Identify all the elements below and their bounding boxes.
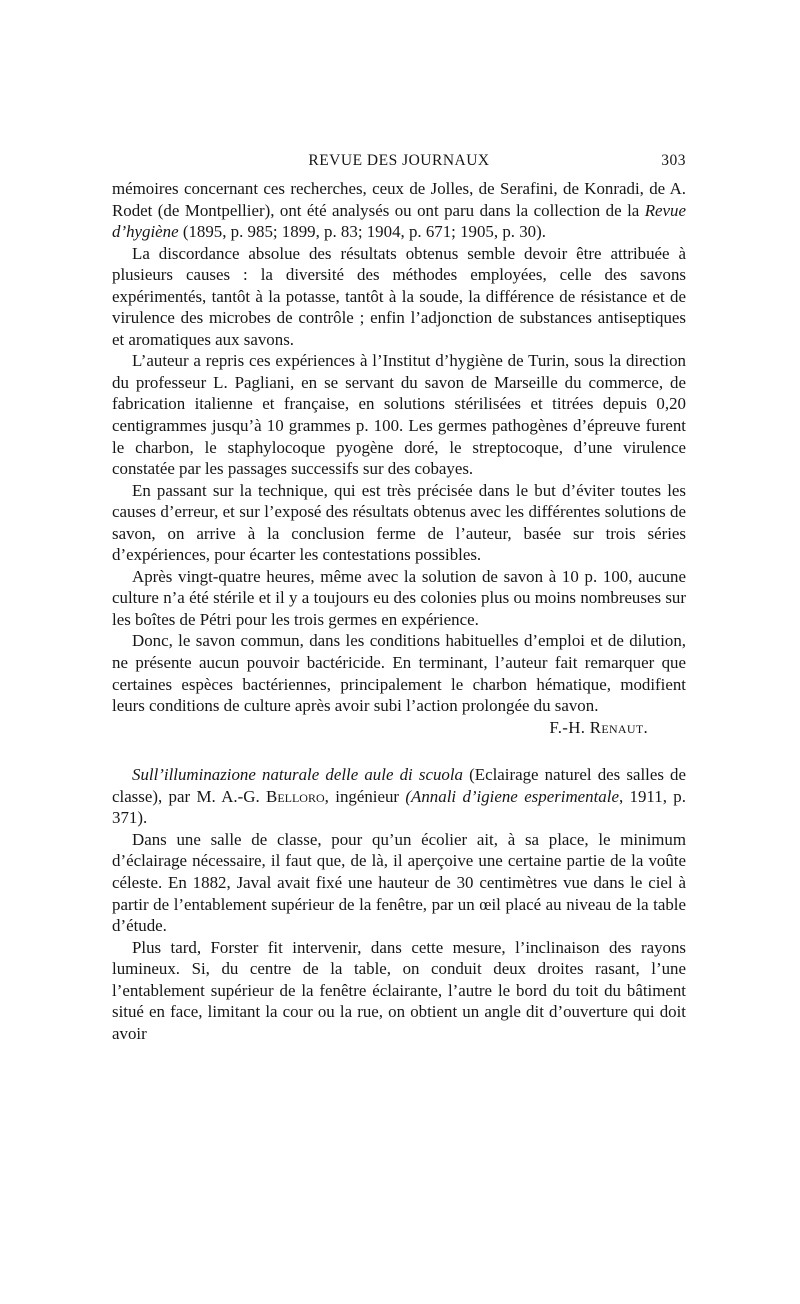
paragraph-1: mémoires concernant ces recherches, ceux de Jolles, de Serafini, de Konradi, de A. Rodet (de Montpellier), ont été analysés ou ont paru dans la collection de la Revue d’hygiène (1895, p. 985; 1899, p. 83; 1904, p. 671; 1905, p. 30). (112, 179, 686, 242)
paragraph-2: La discordance absolue des résultats obtenus semble devoir être attribuée à plusieurs causes : la diversité des méthodes employées, celle des savons expérimentés, tantôt à la potasse, tantôt à la soude, la différence de résistance et de virulence des microbes de contrôle ; enfin l’adjonction de substances antiseptiques et aromatiques aux savons. (112, 243, 686, 349)
page-number: 303 (661, 152, 686, 169)
paragraph-5: Après vingt-quatre heures, même avec la solution de savon à 10 p. 100, aucune culture n’a été stérile et il y a toujours eu des colonies plus ou moins nombreuses sur les boîtes de Pétri pour les trois germes en expérience. (112, 566, 686, 629)
article-lighting-review (112, 764, 686, 1044)
article-separator (112, 738, 686, 764)
article-title: Sull’illuminazione naturale delle aule di scuola (132, 765, 463, 785)
journal-page (112, 150, 686, 1044)
paragraph-8: Plus tard, Forster fit intervenir, dans cette mesure, l’inclinaison des rayons lumineux. Si, du centre de la table, on conduit deux droites rasant, l’une l’entablement supérieur de la fenêtre éclairante, l’autre le bord du toit du bâtiment situé en face, limitant la cour ou la rue, on obtient un angle dit d’ouverture qui doit avoir (112, 937, 686, 1043)
signature: F.-H. Renaut. (549, 717, 648, 737)
article-title-paragraph: Sull’illuminazione naturale delle aule di scuola (Eclairage naturel des salles de classe), par M. A.-G. Belloro, ingénieur (Annali d’igiene esperimentale, 1911, p. 371). (112, 765, 686, 828)
running-head: REVUE DES JOURNAUX (308, 152, 490, 169)
author-name: Belloro (266, 786, 325, 806)
article-soap-review (112, 178, 686, 738)
paragraph-4: En passant sur la technique, qui est très précisée dans le but d’éviter toutes les causes d’erreur, et sur l’exposé des résultats obtenus avec les différentes solutions de savon, on arrive à la conclusion ferme de l’auteur, basée sur trois séries d’expériences, pour écarter les contestations possibles. (112, 480, 686, 565)
paragraph-6: Donc, le savon commun, dans les conditions habituelles d’emploi et de dilution, ne présente aucun pouvoir bactéricide. En terminant, l’auteur fait remarquer que certaines espèces bactériennes, principalement le charbon hématique, modifient leurs conditions de culture après avoir subi l’action prolongée du savon. (112, 631, 686, 716)
page-header (112, 150, 686, 174)
paragraph-3: L’auteur a repris ces expériences à l’Institut d’hygiène de Turin, sous la direction du professeur L. Pagliani, en se servant du savon de Marseille du commerce, de fabrication italienne et française, en solutions stérilisées et titrées depuis 0,20 centigrammes jusqu’à 10 grammes p. 100. Les germes pathogènes d’épreuve furent le charbon, le staphylocoque pyogène doré, le streptocoque, d’une virulence constatée par les passages successifs sur des cobayes. (112, 351, 686, 479)
journal-name: Revue d’hygiène (112, 200, 686, 242)
source-journal: (Annali d’igiene esperimentale (405, 786, 619, 806)
paragraph-7: Dans une salle de classe, pour qu’un écolier ait, à sa place, le minimum d’éclairage nécessaire, il faut que, de là, il aperçoive une certaine partie de la voûte céleste. En 1882, Javal avait fixé une hauteur de 30 centimètres vue dans le ciel à partir de l’entablement supérieur de la fenêtre, par un œil placé au niveau de la table d’étude. (112, 829, 686, 936)
